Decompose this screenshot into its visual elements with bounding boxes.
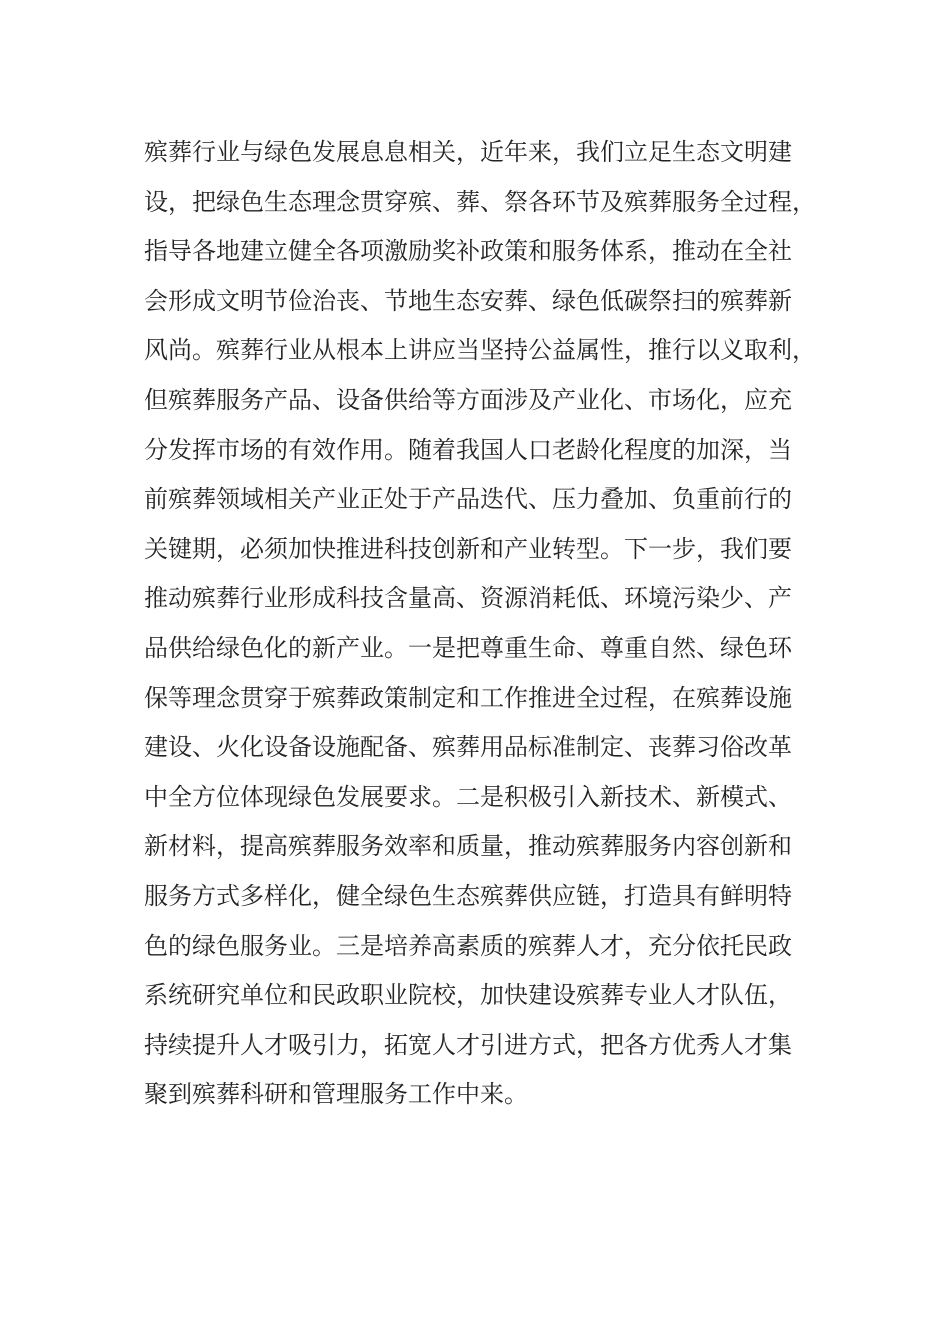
paragraph-line: 服务方式多样化，健全绿色生态殡葬供应链，打造具有鲜明特: [144, 881, 792, 910]
paragraph-line: 分发挥市场的有效作用。随着我国人口老龄化程度的加深，当: [144, 435, 792, 464]
paragraph-line: 系统研究单位和民政职业院校，加快建设殡葬专业人才队伍，: [144, 981, 792, 1010]
paragraph-line: 推动殡葬行业形成科技含量高、资源消耗低、环境污染少、产: [144, 584, 792, 613]
paragraph-line: 聚到殡葬科研和管理服务工作中来。: [144, 1080, 528, 1109]
paragraph-line: 品供给绿色化的新产业。一是把尊重生命、尊重自然、绿色环: [144, 633, 792, 662]
paragraph-line: 前殡葬领域相关产业正处于产品迭代、压力叠加、负重前行的: [144, 485, 792, 514]
paragraph-line: 色的绿色服务业。三是培养高素质的殡葬人才，充分依托民政: [144, 931, 792, 960]
paragraph-line: 持续提升人才吸引力，拓宽人才引进方式，把各方优秀人才集: [144, 1030, 792, 1059]
paragraph-line: 保等理念贯穿于殡葬政策制定和工作推进全过程，在殡葬设施: [144, 683, 792, 712]
body-paragraph: [144, 128, 824, 1120]
paragraph-line: 关键期，必须加快推进科技创新和产业转型。下一步，我们要: [144, 534, 792, 563]
paragraph-line: 新材料，提高殡葬服务效率和质量，推动殡葬服务内容创新和: [144, 832, 792, 861]
paragraph-line: 中全方位体现绿色发展要求。二是积极引入新技术、新模式、: [144, 782, 792, 811]
paragraph-line: 指导各地建立健全各项激励奖补政策和服务体系，推动在全社: [144, 237, 792, 266]
paragraph-line: 建设、火化设备设施配备、殡葬用品标准制定、丧葬习俗改革: [144, 733, 792, 762]
paragraph-line: 但殡葬服务产品、设备供给等方面涉及产业化、市场化，应充: [144, 385, 792, 414]
paragraph-line: 风尚。殡葬行业从根本上讲应当坚持公益属性，推行以义取利，: [144, 336, 816, 365]
paragraph-line: 殡葬行业与绿色发展息息相关，近年来，我们立足生态文明建: [144, 138, 792, 166]
paragraph-line: 设，把绿色生态理念贯穿殡、葬、祭各环节及殡葬服务全过程，: [144, 187, 816, 216]
paragraph-line: 会形成文明节俭治丧、节地生态安葬、绿色低碳祭扫的殡葬新: [144, 286, 792, 315]
